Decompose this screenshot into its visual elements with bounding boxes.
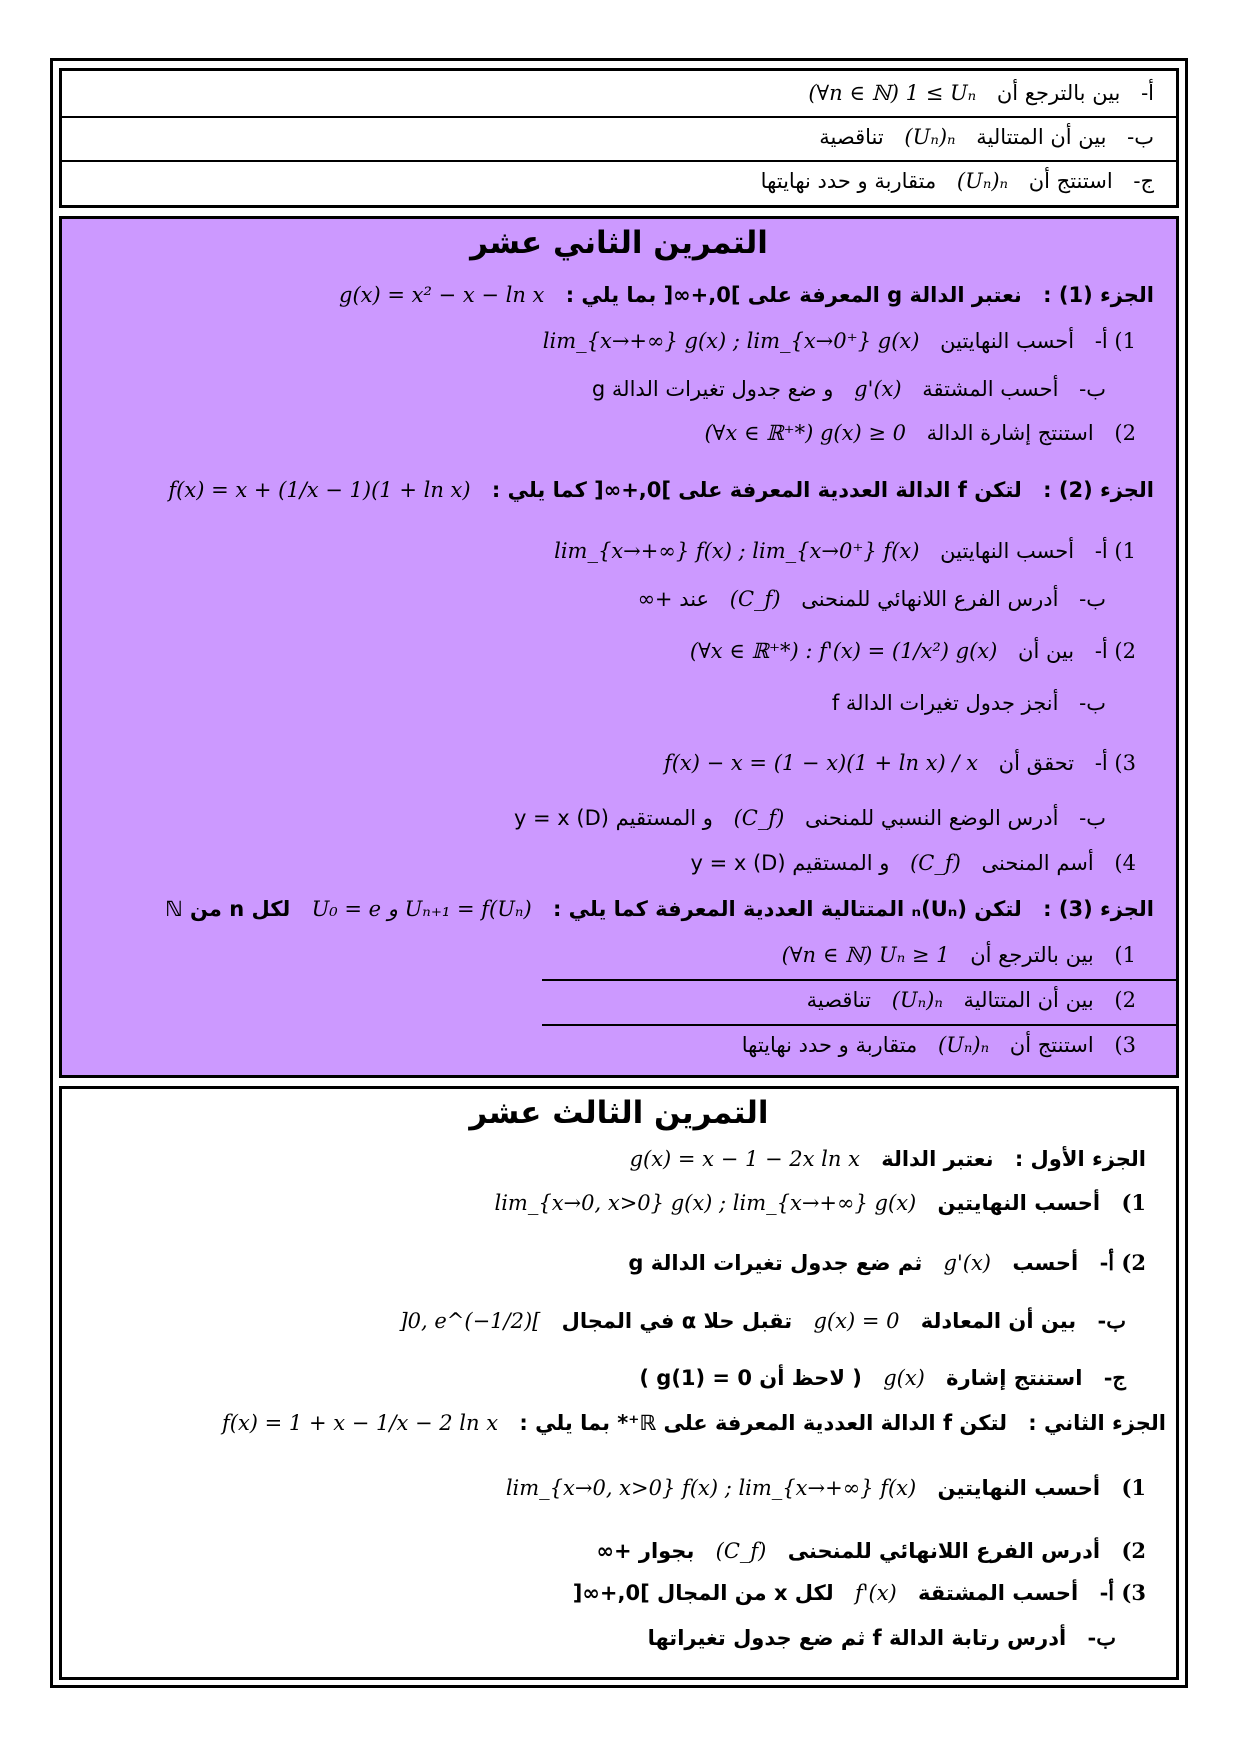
item-number: ب- [1079,587,1106,611]
part-tail: لكل n من ℕ [165,897,291,921]
math-expression: (C_f) [729,587,781,611]
p2-q1a [554,537,1136,565]
p1-q1a [543,327,1136,355]
part-text: نعتبر الدالة g المعرفة على ]0,+∞[ بما يلي : [565,283,1022,307]
item-text: أنجز جدول تغيرات الدالة f [831,691,1059,715]
item-number: 2) [1114,988,1136,1012]
math-expression: (∀x ∈ ℝ⁺*) : f'(x) = (1/x²) g(x) [689,639,998,663]
item-text: بين أن المعادلة [920,1309,1077,1333]
part-label: الجزء (2) : [1043,478,1154,502]
item-tail: ( لاحظ أن g(1) = 0 ) [639,1366,862,1390]
item-number: 2) أ- [1099,1250,1146,1275]
item-tail: و المستقيم (D) y = x [690,851,890,875]
item-text: أدرس رتابة الدالة f ثم ضع جدول تغيراتها [647,1626,1067,1650]
p2-q3a [664,749,1136,777]
item-number: 1) أ- [1094,329,1136,353]
page-frame [50,58,1188,1688]
item-text: أحسب النهايتين [940,539,1075,563]
part-text: لتكن f الدالة العددية المعرفة على ℝ⁺* بما يلي : [519,1411,1007,1435]
item-text: أدرس الفرع اللانهائي للمنحنى [801,587,1059,611]
math-expression: lim_{x→0, x>0} f(x) ; lim_{x→+∞} f(x) [505,1476,917,1500]
math-expression: g'(x) [854,377,902,401]
item-number: ب- [1079,377,1106,401]
math-expression: g(x) = x − 1 − 2x ln x [629,1147,860,1171]
item-text: بين أن المتتالية [963,988,1094,1012]
item-number: ب- [1087,1625,1116,1650]
item-number: 2) [1121,1538,1146,1563]
item-number: ج- [1103,1365,1126,1390]
e13-r3a [573,1579,1146,1607]
item-number: 1) [1121,1475,1146,1500]
p3-q2 [807,986,1136,1014]
part-text: نعتبر الدالة [881,1147,994,1171]
item-number: 4) [1114,851,1136,875]
math-expression: f(x) = x + (1/x − 1)(1 + ln x) [168,478,471,502]
part-label: الجزء (3) : [1043,897,1154,921]
item-text: أحسب النهايتين [937,1476,1101,1500]
item-number: 3) أ- [1099,1580,1146,1605]
math-expression: g(x) = x² − x − ln x [339,283,545,307]
item-number: ب- [1079,806,1106,830]
item-tail: تقبل حلا α في المجال [561,1309,793,1333]
e13-r3b [648,1624,1116,1652]
item-text: أحسب المشتقة [918,1581,1079,1605]
exercise-12-box [59,216,1179,1078]
item-tail: متقاربة و حدد نهايتها [741,1033,918,1057]
p2-q2a [690,637,1136,665]
math-expression: g(x) [883,1366,925,1390]
math-expression: (∀n ∈ ℕ) Uₙ ≥ 1 [781,943,950,967]
math-expression: g'(x) [943,1251,991,1275]
e13-q2b [399,1307,1126,1335]
item-text: أحسب النهايتين [937,1191,1101,1215]
exercise-13-box [59,1086,1179,1680]
e13-r2 [596,1537,1146,1565]
item-text: أدرس الوضع النسبي للمنحنى [804,806,1059,830]
e13-q2a [628,1249,1146,1277]
line-b [819,123,1154,151]
item-tail: تناقصية [806,988,872,1012]
item-text: أحسب المشتقة [922,377,1059,401]
p2-q2b [832,689,1106,717]
p2-q3b [514,804,1106,832]
item-number: 1) [1114,943,1136,967]
item-number: 1) [1121,1190,1146,1215]
item-number: 2) أ- [1094,639,1136,663]
e13-q2c [639,1364,1126,1392]
item-text: استنتج إشارة الدالة [926,421,1094,445]
p2-q1b [637,585,1106,613]
item-number: ب- [1097,1308,1126,1333]
row-divider [62,160,1176,162]
part2-heading [168,476,1154,504]
p1-q1b [592,375,1106,403]
part-text: لتكن f الدالة العددية المعرفة على ]0,+∞[ كما يلي : [491,478,1022,502]
item-text: تحقق أن [998,751,1075,775]
math-expression: f(x) = 1 + x − 1/x − 2 ln x [221,1411,499,1435]
previous-exercise-box [59,68,1179,208]
part-label: الجزء (1) : [1043,283,1154,307]
item-number: ب- [1079,691,1106,715]
item-number: 3) أ- [1094,751,1136,775]
math-expression: (Uₙ)ₙ [956,169,1009,193]
exercise-12-title: التمرين الثاني عشر [470,225,768,261]
item-text: بين بالترجع أن [970,943,1094,967]
e13-part1-heading [630,1145,1146,1173]
item-text: استنتج إشارة [946,1366,1083,1390]
part1-heading [339,281,1154,309]
item-tail: لكل x من المجال ]0,+∞[ [572,1581,834,1605]
row-divider [542,979,1176,981]
item-tail: متقاربة و حدد نهايتها [760,169,937,193]
item-tail: ثم ضع جدول تغيرات الدالة g [628,1251,923,1275]
e13-r1 [506,1474,1146,1502]
item-number: أ- [1141,81,1154,105]
exercise-13-title: التمرين الثالث عشر [469,1095,769,1131]
math-expression: (∀x ∈ ℝ⁺*) g(x) ≥ 0 [704,421,906,445]
math-expression: (C_f) [910,851,961,875]
row-divider [542,1024,1176,1026]
interval-expression: ]0, e^(−1/2)[ [399,1309,541,1333]
item-text: أحسب [1012,1251,1079,1275]
line-c [761,167,1154,195]
item-tail: بجوار +∞ [596,1539,695,1563]
math-expression: f(x) − x = (1 − x)(1 + ln x) / x [663,751,978,775]
item-text: بين بالترجع أن [996,81,1121,105]
item-tail: و المستقيم (D) y = x [513,806,713,830]
item-number: 2) [1114,421,1136,445]
item-text: أسم المنحنى [981,851,1094,875]
e13-q1 [495,1189,1147,1217]
item-text: أحسب النهايتين [940,329,1075,353]
item-text: استنتج أن [1009,1033,1094,1057]
item-text: أدرس الفرع اللانهائي للمنحنى [787,1539,1101,1563]
item-text: استنتج أن [1028,169,1113,193]
item-text: بين أن المتتالية [976,125,1107,149]
p3-q1 [782,941,1136,969]
p2-q4 [690,849,1136,877]
math-expression: lim_{x→0, x>0} g(x) ; lim_{x→+∞} g(x) [494,1191,917,1215]
math-expression: (∀n ∈ ℕ) 1 ≤ Uₙ [808,81,977,105]
item-tail: تناقصية [819,125,884,149]
p1-q2 [704,419,1136,447]
math-expression: (C_f) [715,1539,767,1563]
row-divider [62,116,1176,118]
item-text: بين أن [1018,639,1075,663]
math-expression: lim_{x→+∞} f(x) ; lim_{x→0⁺} f(x) [554,539,920,563]
item-tail: و ضع جدول تغيرات الدالة g [591,377,834,401]
math-expression: f'(x) [854,1581,897,1605]
part-label: الجزء الأول : [1014,1147,1146,1171]
part3-heading [165,895,1154,923]
math-expression: (C_f) [733,806,785,830]
item-number: 3) [1114,1033,1136,1057]
math-expression: lim_{x→+∞} g(x) ; lim_{x→0⁺} g(x) [542,329,920,353]
math-expression: (Uₙ)ₙ [904,125,956,149]
part-label: الجزء الثاني : [1028,1411,1166,1435]
math-expression: (Uₙ)ₙ [938,1033,990,1057]
item-number: ج- [1133,169,1154,193]
math-expression: U₀ = e و Uₙ₊₁ = f(Uₙ) [311,897,532,921]
item-tail: عند +∞ [637,587,710,611]
item-number: ب- [1127,125,1154,149]
math-expression: (Uₙ)ₙ [891,988,943,1012]
line-a [808,79,1154,107]
e13-part2-heading [222,1409,1166,1437]
item-number: 1) أ- [1094,539,1136,563]
part-text: لتكن (Uₙ)ₙ المتتالية العددية المعرفة كما يلي : [552,897,1022,921]
p3-q3 [742,1031,1136,1059]
math-expression: g(x) = 0 [813,1309,900,1333]
